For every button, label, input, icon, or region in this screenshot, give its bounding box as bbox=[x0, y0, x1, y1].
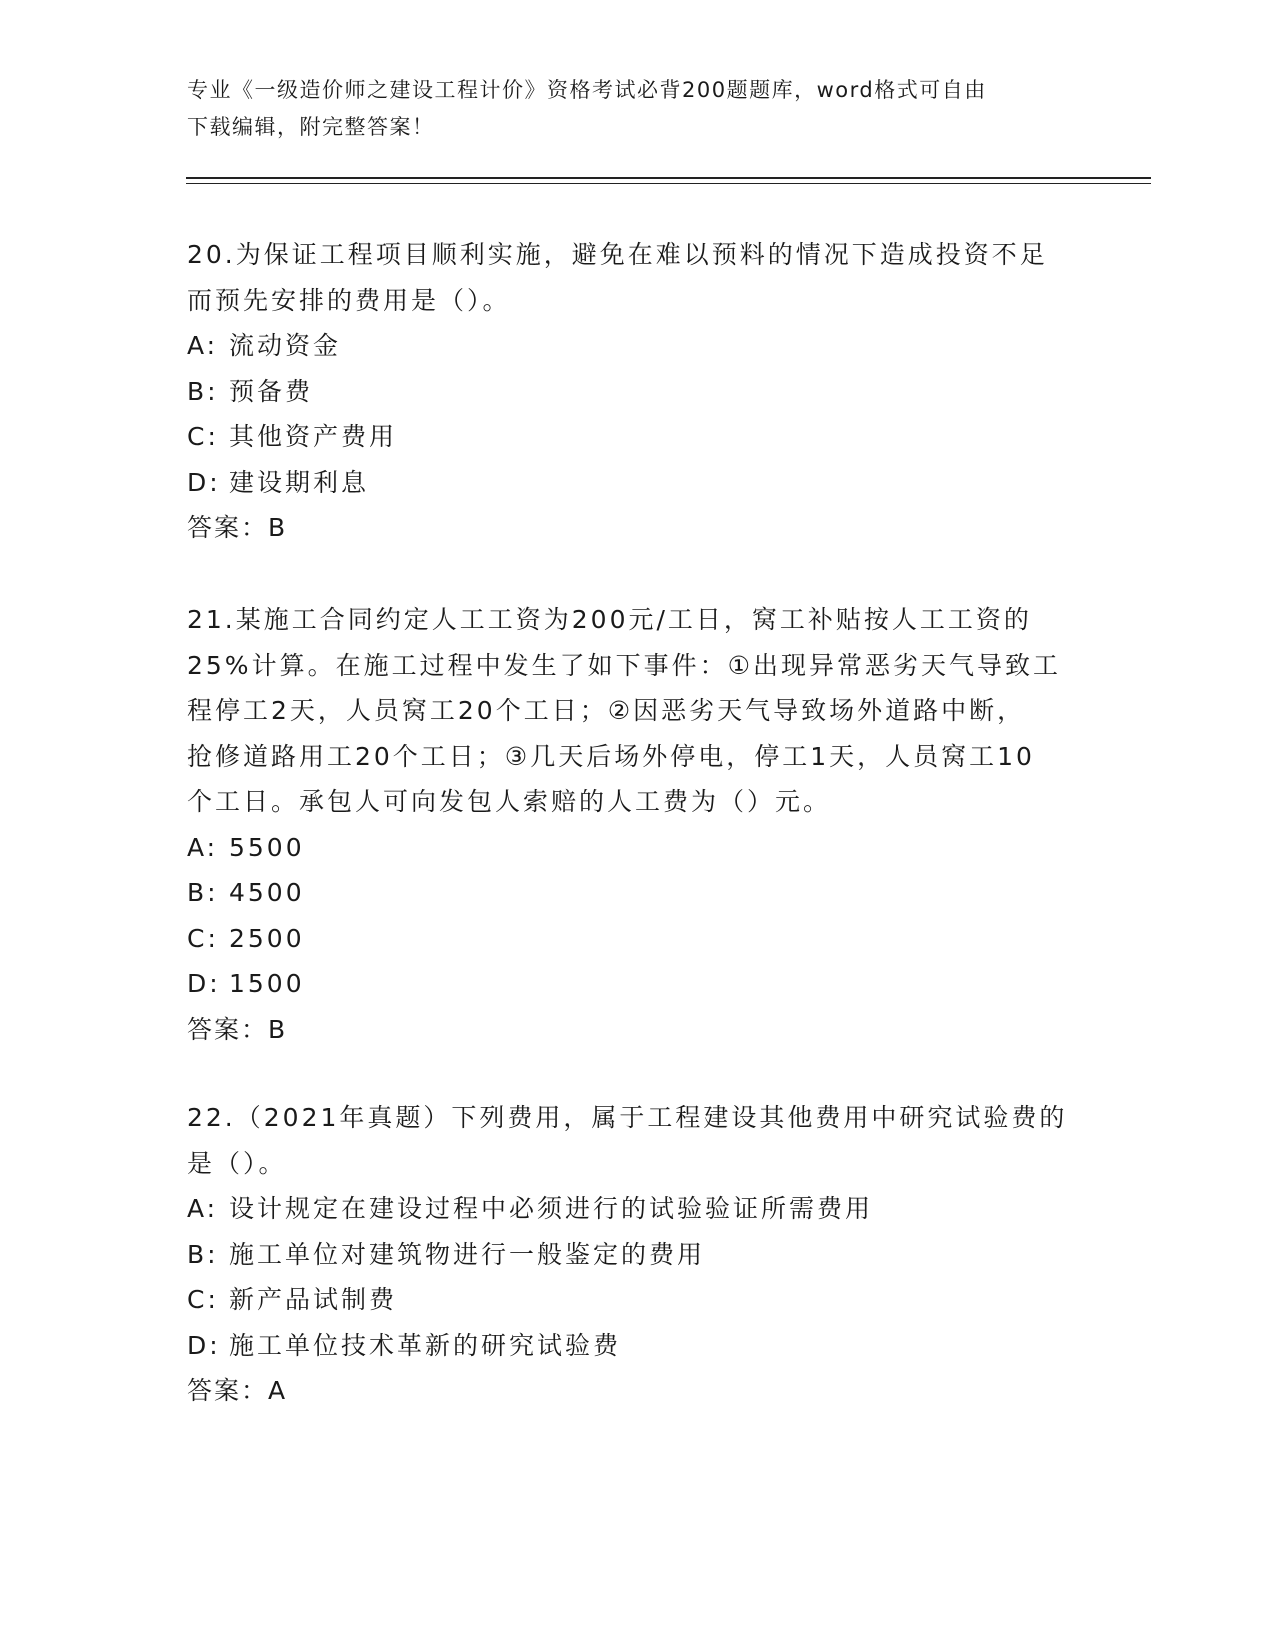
option-key: C: bbox=[187, 1285, 219, 1314]
option-key: D: bbox=[187, 969, 221, 998]
option-b bbox=[187, 870, 1087, 916]
answer-label: 答案：B bbox=[187, 513, 288, 542]
question-20 bbox=[187, 232, 1087, 551]
option-text: 预备费 bbox=[229, 376, 314, 406]
option-key: B: bbox=[187, 376, 219, 406]
option-text: 其他资产费用 bbox=[229, 422, 398, 451]
question-stem-line: 20.为保证工程项目顺利实施，避免在难以预料的情况下造成投资不足 bbox=[187, 240, 1048, 269]
question-22 bbox=[187, 1095, 1087, 1414]
question-stem-line: 25%计算。在施工过程中发生了如下事件：①出现异常恶劣天气导致工 bbox=[187, 650, 1061, 680]
answer-label: 答案：B bbox=[187, 1014, 288, 1044]
option-key: B: bbox=[187, 878, 219, 907]
option-c bbox=[187, 916, 1087, 962]
option-d bbox=[187, 460, 1087, 506]
document-header bbox=[187, 72, 1087, 146]
option-d bbox=[187, 1323, 1087, 1369]
option-text: 2500 bbox=[229, 923, 305, 953]
option-key: A: bbox=[187, 1194, 219, 1223]
question-stem-line: 21.某施工合同约定人工工资为200元/工日，窝工补贴按人工工资的 bbox=[187, 605, 1032, 634]
option-text: 施工单位技术革新的研究试验费 bbox=[229, 1330, 622, 1360]
question-stem-line: 程停工2天，人员窝工20个工日；②因恶劣天气导致场外道路中断， bbox=[187, 696, 1026, 725]
option-text: 1500 bbox=[229, 969, 305, 998]
answer-label: 答案：A bbox=[187, 1376, 288, 1405]
option-text: 5500 bbox=[229, 832, 305, 862]
option-b bbox=[187, 1232, 1087, 1278]
option-text: 新产品试制费 bbox=[229, 1285, 398, 1314]
option-b bbox=[187, 369, 1087, 415]
option-key: B: bbox=[187, 1239, 219, 1269]
option-c bbox=[187, 1277, 1087, 1323]
option-text: 流动资金 bbox=[229, 331, 342, 360]
option-key: D: bbox=[187, 467, 221, 497]
question-stem-line: 22.（2021年真题）下列费用，属于工程建设其他费用中研究试验费的 bbox=[187, 1103, 1068, 1132]
header-divider-thick bbox=[186, 177, 1151, 179]
option-d bbox=[187, 961, 1087, 1007]
option-key: A: bbox=[187, 832, 219, 862]
question-stem-line: 而预先安排的费用是（）。 bbox=[187, 285, 511, 315]
option-key: C: bbox=[187, 422, 219, 451]
question-stem-line: 个工日。承包人可向发包人索赔的人工费为（）元。 bbox=[187, 787, 832, 816]
option-text: 建设期利息 bbox=[229, 467, 370, 497]
option-key: D: bbox=[187, 1330, 221, 1360]
question-stem-line: 抢修道路用工20个工日；③几天后场外停电，停工1天，人员窝工10 bbox=[187, 741, 1035, 771]
option-text: 设计规定在建设过程中必须进行的试验验证所需费用 bbox=[229, 1194, 874, 1223]
question-21 bbox=[187, 597, 1087, 1052]
header-line-2: 下载编辑，附完整答案！ bbox=[187, 115, 435, 139]
option-a bbox=[187, 825, 1087, 871]
option-text: 4500 bbox=[229, 878, 305, 907]
option-c bbox=[187, 414, 1087, 460]
option-key: C: bbox=[187, 923, 219, 953]
option-a bbox=[187, 1186, 1087, 1232]
option-a bbox=[187, 323, 1087, 369]
header-line-1: 专业《一级造价师之建设工程计价》资格考试必背200题题库，word格式可自由 bbox=[187, 78, 987, 102]
question-stem-line: 是（）。 bbox=[187, 1148, 287, 1178]
header-divider-thin bbox=[186, 183, 1151, 184]
option-text: 施工单位对建筑物进行一般鉴定的费用 bbox=[229, 1239, 706, 1269]
option-key: A: bbox=[187, 331, 219, 360]
